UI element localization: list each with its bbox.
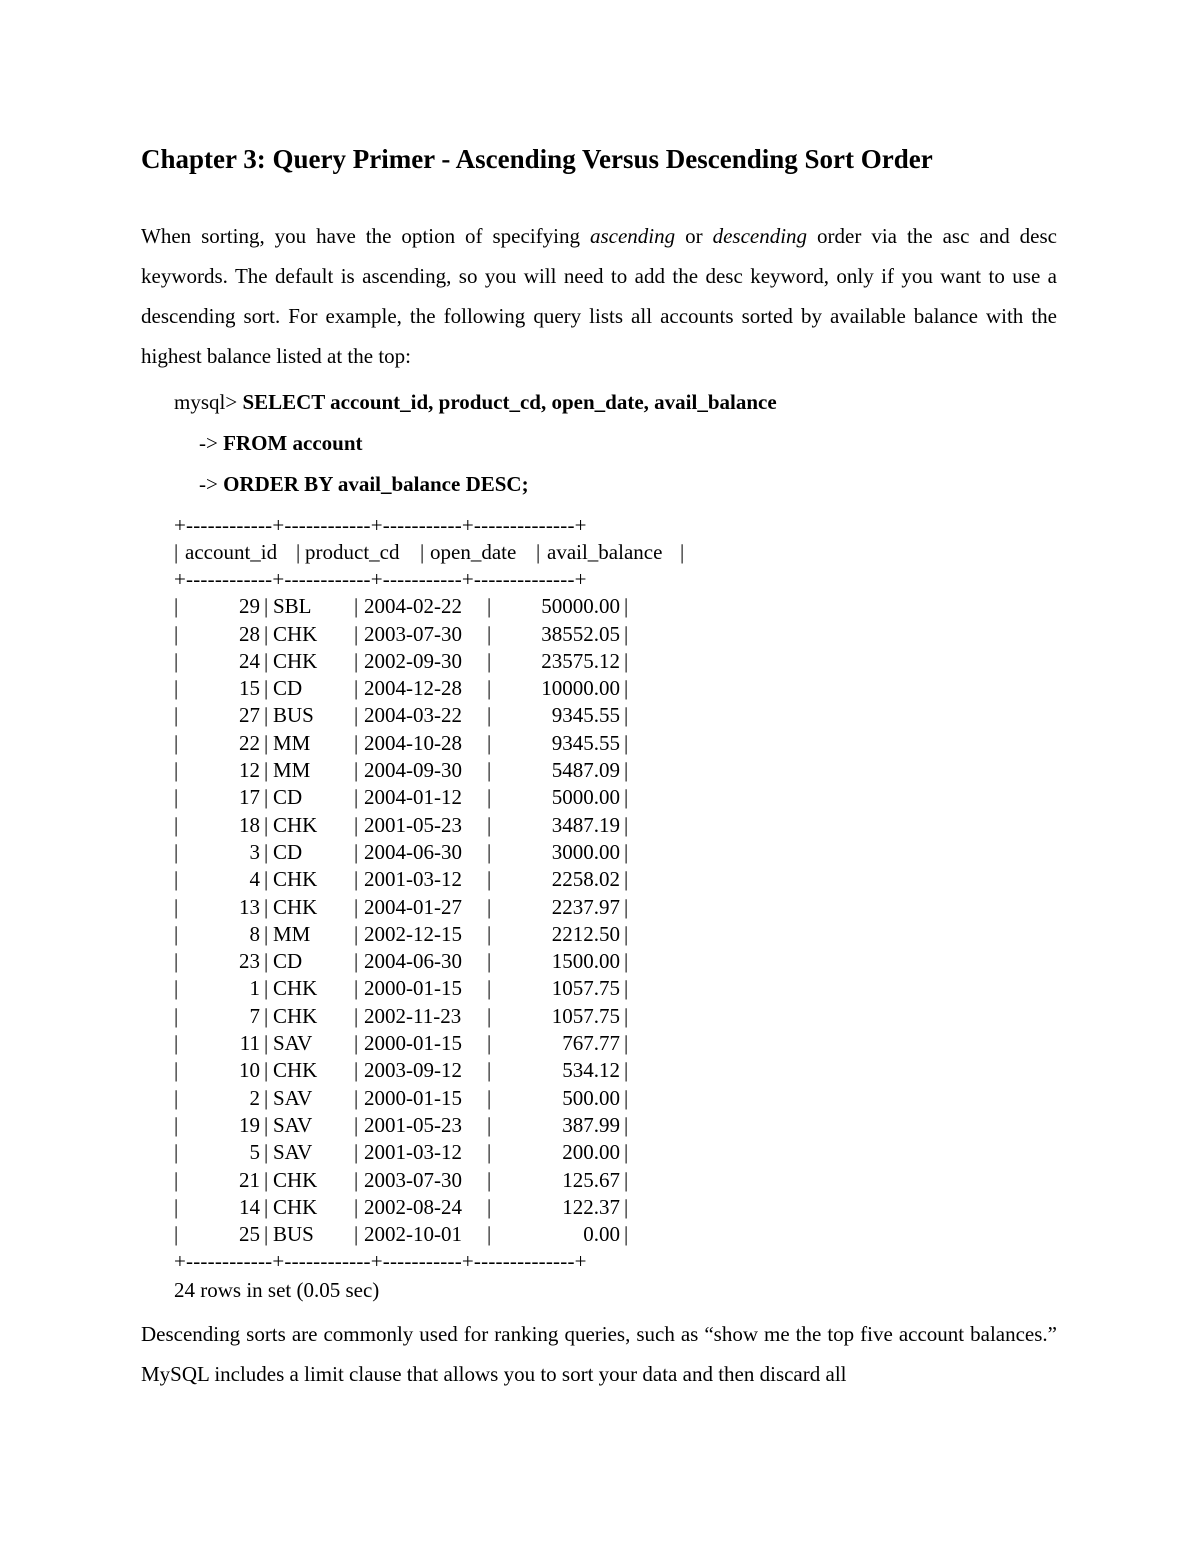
cell-open-date: 2002-09-30 — [364, 648, 462, 673]
row-separator: | — [174, 730, 179, 755]
row-separator: | — [264, 621, 269, 646]
row-separator: | — [487, 758, 492, 783]
cell-product-cd: CHK — [273, 976, 318, 1001]
intro-emphasis-ascending: ascending — [589, 224, 676, 248]
row-separator: | — [174, 648, 179, 673]
cell-avail-balance: 125.67 — [562, 1167, 620, 1192]
cell-avail-balance: 23575.12 — [541, 648, 620, 673]
cell-product-cd: CD — [273, 785, 303, 810]
row-separator: | — [487, 676, 492, 701]
row-separator: | — [264, 812, 269, 837]
cell-account-id: 17 — [239, 785, 260, 810]
cell-avail-balance: 9345.55 — [551, 730, 620, 755]
row-separator: | — [264, 1031, 269, 1056]
header-separator: | — [174, 540, 179, 564]
cell-product-cd: MM — [273, 730, 311, 755]
closing-paragraph: Descending sorts are commonly used for ranking queries, such as “show me the top five account balances.” MySQL includes a limit clause that allows you to sort your data and then discard all — [141, 1322, 1057, 1386]
row-separator: | — [487, 1003, 492, 1028]
cell-product-cd: CD — [273, 949, 303, 974]
cell-account-id: 18 — [239, 812, 260, 837]
row-separator: | — [264, 894, 269, 919]
row-separator: | — [487, 730, 492, 755]
cell-open-date: 2004-09-30 — [364, 758, 462, 783]
cell-account-id: 1 — [249, 976, 260, 1001]
table-row — [174, 1139, 629, 1166]
row-separator: | — [174, 949, 179, 974]
cell-avail-balance: 3487.19 — [551, 812, 620, 837]
cell-account-id: 13 — [239, 894, 260, 919]
table-row — [174, 621, 629, 648]
row-separator: | — [487, 976, 492, 1001]
header-avail-balance: avail_balance — [547, 540, 663, 564]
cell-product-cd: CD — [273, 676, 303, 701]
query-select: SELECT account_id, product_cd, open_date, avail_balance — [242, 390, 777, 414]
row-separator: | — [354, 1140, 359, 1165]
row-separator: | — [624, 812, 629, 837]
row-separator: | — [174, 785, 179, 810]
row-separator: | — [174, 1003, 179, 1028]
mysql-prompt: mysql> — [174, 390, 243, 414]
cell-product-cd: BUS — [273, 1222, 314, 1247]
continuation-arrow: -> — [199, 431, 224, 455]
table-row — [174, 948, 629, 975]
cell-account-id: 2 — [249, 1085, 260, 1110]
cell-account-id: 19 — [239, 1112, 260, 1137]
row-separator: | — [354, 758, 359, 783]
table-row — [174, 593, 629, 620]
cell-avail-balance: 1057.75 — [551, 1003, 620, 1028]
cell-account-id: 10 — [239, 1058, 260, 1083]
row-separator: | — [487, 648, 492, 673]
table-row — [174, 757, 629, 784]
row-separator: | — [264, 1167, 269, 1192]
row-separator: | — [624, 949, 629, 974]
cell-avail-balance: 2237.97 — [551, 894, 620, 919]
row-separator: | — [264, 1140, 269, 1165]
row-separator: | — [624, 1140, 629, 1165]
cell-account-id: 8 — [249, 921, 260, 946]
row-separator: | — [174, 921, 179, 946]
row-separator: | — [487, 1194, 492, 1219]
cell-avail-balance: 200.00 — [562, 1140, 620, 1165]
cell-product-cd: SBL — [273, 594, 312, 619]
row-separator: | — [354, 594, 359, 619]
cell-product-cd: SAV — [273, 1112, 313, 1137]
cell-avail-balance: 1500.00 — [551, 949, 620, 974]
table-row — [174, 1085, 629, 1112]
row-separator: | — [264, 758, 269, 783]
query-line-3 — [199, 472, 529, 497]
header-account-id: account_id — [185, 540, 278, 564]
cell-open-date: 2004-01-27 — [364, 894, 462, 919]
row-separator: | — [487, 1167, 492, 1192]
row-separator: | — [174, 894, 179, 919]
cell-account-id: 4 — [249, 867, 260, 892]
row-separator: | — [174, 867, 179, 892]
cell-account-id: 3 — [249, 839, 260, 864]
row-separator: | — [354, 867, 359, 892]
cell-product-cd: SAV — [273, 1085, 313, 1110]
row-separator: | — [624, 1194, 629, 1219]
cell-open-date: 2001-03-12 — [364, 1140, 462, 1165]
row-separator: | — [354, 812, 359, 837]
cell-open-date: 2002-08-24 — [364, 1194, 462, 1219]
row-separator: | — [264, 1003, 269, 1028]
row-separator: | — [354, 949, 359, 974]
cell-product-cd: SAV — [273, 1140, 313, 1165]
table-border-mid: +------------+------------+-----------+--------------+ — [174, 567, 587, 592]
row-separator: | — [354, 894, 359, 919]
cell-account-id: 14 — [239, 1194, 260, 1219]
row-separator: | — [487, 1058, 492, 1083]
row-separator: | — [354, 976, 359, 1001]
row-separator: | — [624, 1112, 629, 1137]
cell-avail-balance: 1057.75 — [551, 976, 620, 1001]
query-line-2 — [199, 431, 363, 456]
row-separator: | — [487, 921, 492, 946]
intro-paragraph — [141, 216, 1057, 376]
row-separator: | — [624, 1085, 629, 1110]
cell-account-id: 11 — [239, 1031, 260, 1056]
cell-product-cd: SAV — [273, 1031, 313, 1056]
row-separator: | — [174, 1167, 179, 1192]
document-page — [141, 140, 1057, 376]
intro-text-3: order via the asc and desc keywords. The default is ascending, so you will need to add the desc keyword, only if you want to use a descending sort. For example, the following query lists all accounts sorted by available balance with the highest balance listed at the top: — [141, 224, 1057, 368]
row-separator: | — [624, 839, 629, 864]
intro-text-2: or — [675, 224, 713, 248]
cell-avail-balance: 387.99 — [562, 1112, 620, 1137]
row-separator: | — [264, 921, 269, 946]
row-separator: | — [624, 921, 629, 946]
cell-avail-balance: 2258.02 — [551, 867, 620, 892]
row-separator: | — [487, 1112, 492, 1137]
cell-product-cd: CHK — [273, 1003, 318, 1028]
header-separator: | — [536, 540, 541, 564]
row-separator: | — [354, 1003, 359, 1028]
table-row — [174, 702, 629, 729]
table-row — [174, 648, 629, 675]
table-row — [174, 1194, 629, 1221]
cell-product-cd: CD — [273, 839, 303, 864]
row-separator: | — [174, 1112, 179, 1137]
row-separator: | — [354, 1031, 359, 1056]
row-separator: | — [624, 1058, 629, 1083]
table-row — [174, 1030, 629, 1057]
row-separator: | — [624, 1167, 629, 1192]
row-separator: | — [354, 703, 359, 728]
row-separator: | — [264, 1194, 269, 1219]
row-separator: | — [624, 621, 629, 646]
cell-open-date: 2004-02-22 — [364, 594, 462, 619]
row-separator: | — [264, 1058, 269, 1083]
cell-account-id: 7 — [249, 1003, 260, 1028]
row-separator: | — [174, 976, 179, 1001]
cell-account-id: 21 — [239, 1167, 260, 1192]
table-row — [174, 1057, 629, 1084]
row-separator: | — [174, 1031, 179, 1056]
row-separator: | — [624, 1003, 629, 1028]
row-separator: | — [264, 594, 269, 619]
table-row — [174, 1003, 629, 1030]
cell-open-date: 2000-01-15 — [364, 1085, 462, 1110]
continuation-arrow: -> — [199, 472, 224, 496]
row-separator: | — [624, 758, 629, 783]
cell-account-id: 22 — [239, 730, 260, 755]
row-separator: | — [624, 648, 629, 673]
query-order-by: ORDER BY avail_balance DESC; — [223, 472, 529, 496]
cell-open-date: 2001-05-23 — [364, 812, 462, 837]
cell-product-cd: CHK — [273, 812, 318, 837]
row-separator: | — [354, 1167, 359, 1192]
table-border-top: +------------+------------+-----------+--------------+ — [174, 513, 587, 537]
cell-open-date: 2002-11-23 — [364, 1003, 462, 1028]
row-separator: | — [487, 1222, 492, 1247]
cell-open-date: 2003-07-30 — [364, 1167, 462, 1192]
row-separator: | — [174, 1085, 179, 1110]
cell-open-date: 2004-01-12 — [364, 785, 462, 810]
table-row — [174, 675, 629, 702]
row-separator: | — [354, 1085, 359, 1110]
row-separator: | — [264, 676, 269, 701]
row-separator: | — [174, 758, 179, 783]
row-separator: | — [264, 785, 269, 810]
row-separator: | — [487, 1140, 492, 1165]
cell-product-cd: CHK — [273, 894, 318, 919]
row-separator: | — [624, 730, 629, 755]
cell-product-cd: CHK — [273, 648, 318, 673]
row-separator: | — [354, 648, 359, 673]
cell-avail-balance: 5000.00 — [551, 785, 620, 810]
cell-open-date: 2004-06-30 — [364, 949, 462, 974]
cell-open-date: 2001-03-12 — [364, 867, 462, 892]
row-separator: | — [624, 676, 629, 701]
cell-avail-balance: 534.12 — [562, 1058, 620, 1083]
row-separator: | — [174, 839, 179, 864]
chapter-title: Chapter 3: Query Primer - Ascending Versus Descending Sort Order — [141, 144, 933, 174]
cell-open-date: 2004-06-30 — [364, 839, 462, 864]
row-separator: | — [487, 1031, 492, 1056]
cell-open-date: 2003-07-30 — [364, 621, 462, 646]
row-separator: | — [624, 894, 629, 919]
table-row — [174, 1112, 629, 1139]
cell-product-cd: BUS — [273, 703, 314, 728]
table-body — [174, 593, 629, 1248]
cell-open-date: 2004-03-22 — [364, 703, 462, 728]
row-separator: | — [487, 949, 492, 974]
header-separator: | — [296, 540, 301, 564]
table-row — [174, 921, 629, 948]
row-separator: | — [354, 1194, 359, 1219]
row-separator: | — [174, 1140, 179, 1165]
cell-open-date: 2000-01-15 — [364, 976, 462, 1001]
cell-avail-balance: 2212.50 — [551, 921, 620, 946]
row-separator: | — [487, 703, 492, 728]
header-separator: | — [420, 540, 425, 564]
cell-account-id: 25 — [239, 1222, 260, 1247]
cell-account-id: 15 — [239, 676, 260, 701]
cell-product-cd: CHK — [273, 1194, 318, 1219]
row-separator: | — [264, 839, 269, 864]
cell-avail-balance: 9345.55 — [551, 703, 620, 728]
result-table — [174, 512, 685, 1275]
cell-open-date: 2003-09-12 — [364, 1058, 462, 1083]
row-separator: | — [174, 594, 179, 619]
cell-avail-balance: 500.00 — [562, 1085, 620, 1110]
cell-account-id: 23 — [239, 949, 260, 974]
cell-open-date: 2004-12-28 — [364, 676, 462, 701]
row-separator: | — [174, 676, 179, 701]
row-separator: | — [354, 839, 359, 864]
cell-account-id: 24 — [239, 648, 260, 673]
cell-product-cd: CHK — [273, 1058, 318, 1083]
cell-avail-balance: 0.00 — [583, 1222, 620, 1247]
table-row — [174, 1167, 629, 1194]
cell-account-id: 5 — [249, 1140, 260, 1165]
cell-open-date: 2002-10-01 — [364, 1222, 462, 1247]
row-separator: | — [354, 676, 359, 701]
row-separator: | — [624, 1222, 629, 1247]
table-row — [174, 975, 629, 1002]
cell-product-cd: CHK — [273, 621, 318, 646]
row-separator: | — [487, 785, 492, 810]
row-separator: | — [264, 730, 269, 755]
row-separator: | — [487, 594, 492, 619]
row-separator: | — [174, 1194, 179, 1219]
row-separator: | — [487, 812, 492, 837]
table-row — [174, 784, 629, 811]
row-separator: | — [264, 1085, 269, 1110]
cell-account-id: 28 — [239, 621, 260, 646]
row-separator: | — [264, 648, 269, 673]
row-separator: | — [487, 621, 492, 646]
cell-product-cd: CHK — [273, 867, 318, 892]
table-row — [174, 839, 629, 866]
row-separator: | — [624, 594, 629, 619]
cell-account-id: 12 — [239, 758, 260, 783]
cell-open-date: 2004-10-28 — [364, 730, 462, 755]
cell-avail-balance: 10000.00 — [541, 676, 620, 701]
cell-open-date: 2001-05-23 — [364, 1112, 462, 1137]
query-line-1 — [174, 390, 777, 415]
cell-open-date: 2000-01-15 — [364, 1031, 462, 1056]
cell-avail-balance: 38552.05 — [541, 621, 620, 646]
row-separator: | — [354, 730, 359, 755]
row-separator: | — [354, 921, 359, 946]
row-separator: | — [264, 949, 269, 974]
table-row — [174, 730, 629, 757]
row-separator: | — [174, 621, 179, 646]
cell-avail-balance: 3000.00 — [551, 839, 620, 864]
table-header-row — [174, 539, 685, 566]
row-separator: | — [264, 1112, 269, 1137]
query-from: FROM account — [223, 431, 363, 455]
row-separator: | — [624, 1031, 629, 1056]
table-border-bottom: +------------+------------+-----------+--------------+ — [174, 1249, 587, 1274]
header-separator: | — [680, 540, 685, 564]
table-row — [174, 894, 629, 921]
cell-product-cd: MM — [273, 921, 311, 946]
row-separator: | — [264, 976, 269, 1001]
row-separator: | — [174, 1058, 179, 1083]
row-separator: | — [624, 976, 629, 1001]
row-separator: | — [354, 621, 359, 646]
row-separator: | — [174, 1222, 179, 1247]
rows-in-set-note: 24 rows in set (0.05 sec) — [174, 1278, 380, 1302]
table-row — [174, 1221, 629, 1248]
header-open-date: open_date — [430, 540, 517, 564]
cell-avail-balance: 50000.00 — [541, 594, 620, 619]
row-separator: | — [487, 839, 492, 864]
row-separator: | — [174, 812, 179, 837]
intro-emphasis-descending: descending — [712, 224, 808, 248]
cell-open-date: 2002-12-15 — [364, 921, 462, 946]
cell-product-cd: CHK — [273, 1167, 318, 1192]
row-separator: | — [487, 1085, 492, 1110]
row-separator: | — [354, 1222, 359, 1247]
cell-avail-balance: 5487.09 — [551, 758, 620, 783]
header-product-cd: product_cd — [305, 540, 400, 564]
row-separator: | — [264, 703, 269, 728]
row-separator: | — [354, 785, 359, 810]
row-separator: | — [624, 703, 629, 728]
cell-product-cd: MM — [273, 758, 311, 783]
cell-avail-balance: 122.37 — [562, 1194, 620, 1219]
table-row — [174, 812, 629, 839]
row-separator: | — [174, 703, 179, 728]
row-separator: | — [624, 867, 629, 892]
cell-avail-balance: 767.77 — [562, 1031, 620, 1056]
row-separator: | — [487, 894, 492, 919]
row-separator: | — [487, 867, 492, 892]
intro-text-1: When sorting, you have the option of specifying — [141, 224, 590, 248]
row-separator: | — [624, 785, 629, 810]
row-separator: | — [354, 1058, 359, 1083]
row-separator: | — [264, 867, 269, 892]
row-separator: | — [264, 1222, 269, 1247]
cell-account-id: 29 — [239, 594, 260, 619]
row-separator: | — [354, 1112, 359, 1137]
cell-account-id: 27 — [239, 703, 260, 728]
table-row — [174, 866, 629, 893]
